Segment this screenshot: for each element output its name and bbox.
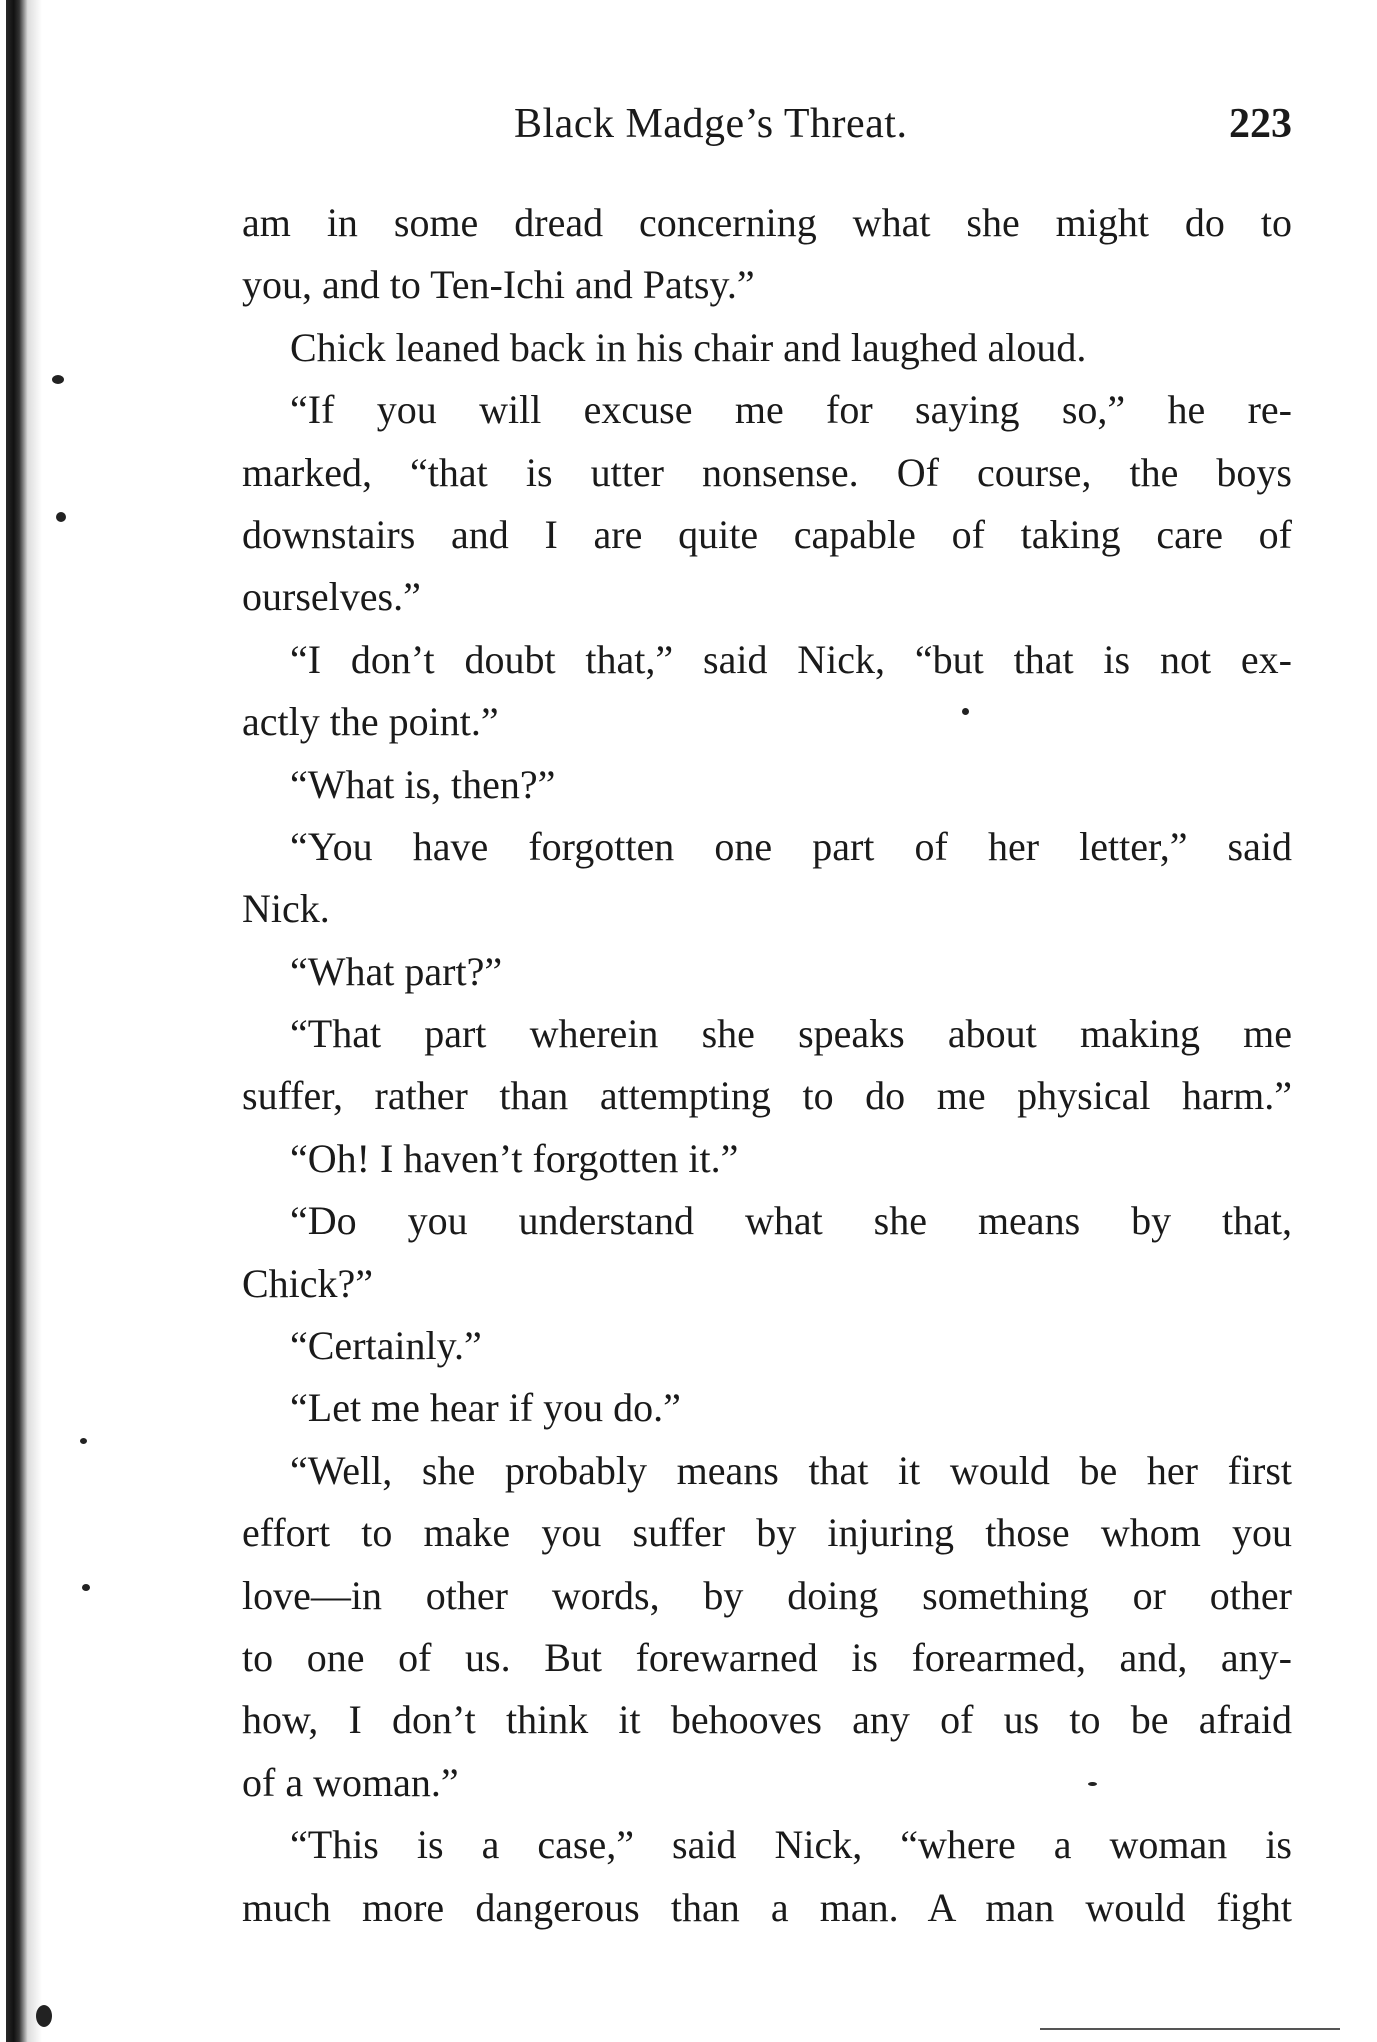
ink-speck (52, 375, 64, 384)
text-line: effort to make you suffer by injuring those whom you (242, 1510, 1292, 1556)
text-line: Chick?” (242, 1260, 374, 1306)
ink-speck (80, 1438, 87, 1444)
text-line: “That part wherein she speaks about making me (290, 1011, 1292, 1057)
text-line: “Let me hear if you do.” (290, 1385, 681, 1431)
text-line: “You have forgotten one part of her letter,” said (290, 823, 1292, 869)
text-line: “What part?” (290, 948, 503, 994)
text-line: how, I don’t think it behooves any of us to be afraid (242, 1697, 1292, 1743)
page-number: 223 (1229, 101, 1292, 147)
text-line: “Well, she probably means that it would be her first (290, 1447, 1292, 1493)
bottom-rule (1040, 2028, 1340, 2030)
text-line: “If you will excuse me for saying so,” he re- (290, 387, 1292, 433)
binding-shadow-fade (28, 0, 42, 2042)
ink-speck (36, 2005, 52, 2027)
text-line: actly the point.” (242, 699, 499, 745)
text-line: suffer, rather than attempting to do me physical harm.” (242, 1073, 1292, 1119)
running-header (242, 100, 1292, 160)
running-title: Black Madge’s Threat. (514, 101, 908, 147)
text-line: downstairs and I are quite capable of taking care of (242, 511, 1292, 557)
text-line: am in some dread concerning what she might do to (242, 200, 1292, 245)
text-line: “I don’t doubt that,” said Nick, “but that is not ex- (290, 636, 1292, 682)
ink-speck (82, 1584, 90, 1591)
text-line: “Oh! I haven’t forgotten it.” (290, 1135, 739, 1181)
text-line: of a woman.” (242, 1759, 459, 1805)
text-line: much more dangerous than a man. A man would fight (242, 1884, 1292, 1930)
text-line: you, and to Ten-Ichi and Patsy.” (242, 262, 755, 308)
text-line: “Do you understand what she means by that, (290, 1198, 1292, 1244)
text-line: marked, “that is utter nonsense. Of course, the boys (242, 449, 1292, 495)
text-line: “This is a case,” said Nick, “where a woman is (290, 1822, 1292, 1868)
text-line: “What is, then?” (290, 761, 556, 807)
text-line: Chick leaned back in his chair and laughed aloud. (290, 324, 1087, 370)
text-line: Nick. (242, 886, 330, 932)
body-text (242, 192, 1292, 1939)
text-line: ourselves.” (242, 574, 421, 620)
text-line: love—in other words, by doing something or other (242, 1572, 1292, 1618)
text-line: to one of us. But forewarned is forearmed, and, any- (242, 1634, 1292, 1680)
text-line: “Certainly.” (290, 1323, 482, 1369)
binding-shadow (6, 0, 28, 2042)
ink-speck (56, 512, 66, 522)
